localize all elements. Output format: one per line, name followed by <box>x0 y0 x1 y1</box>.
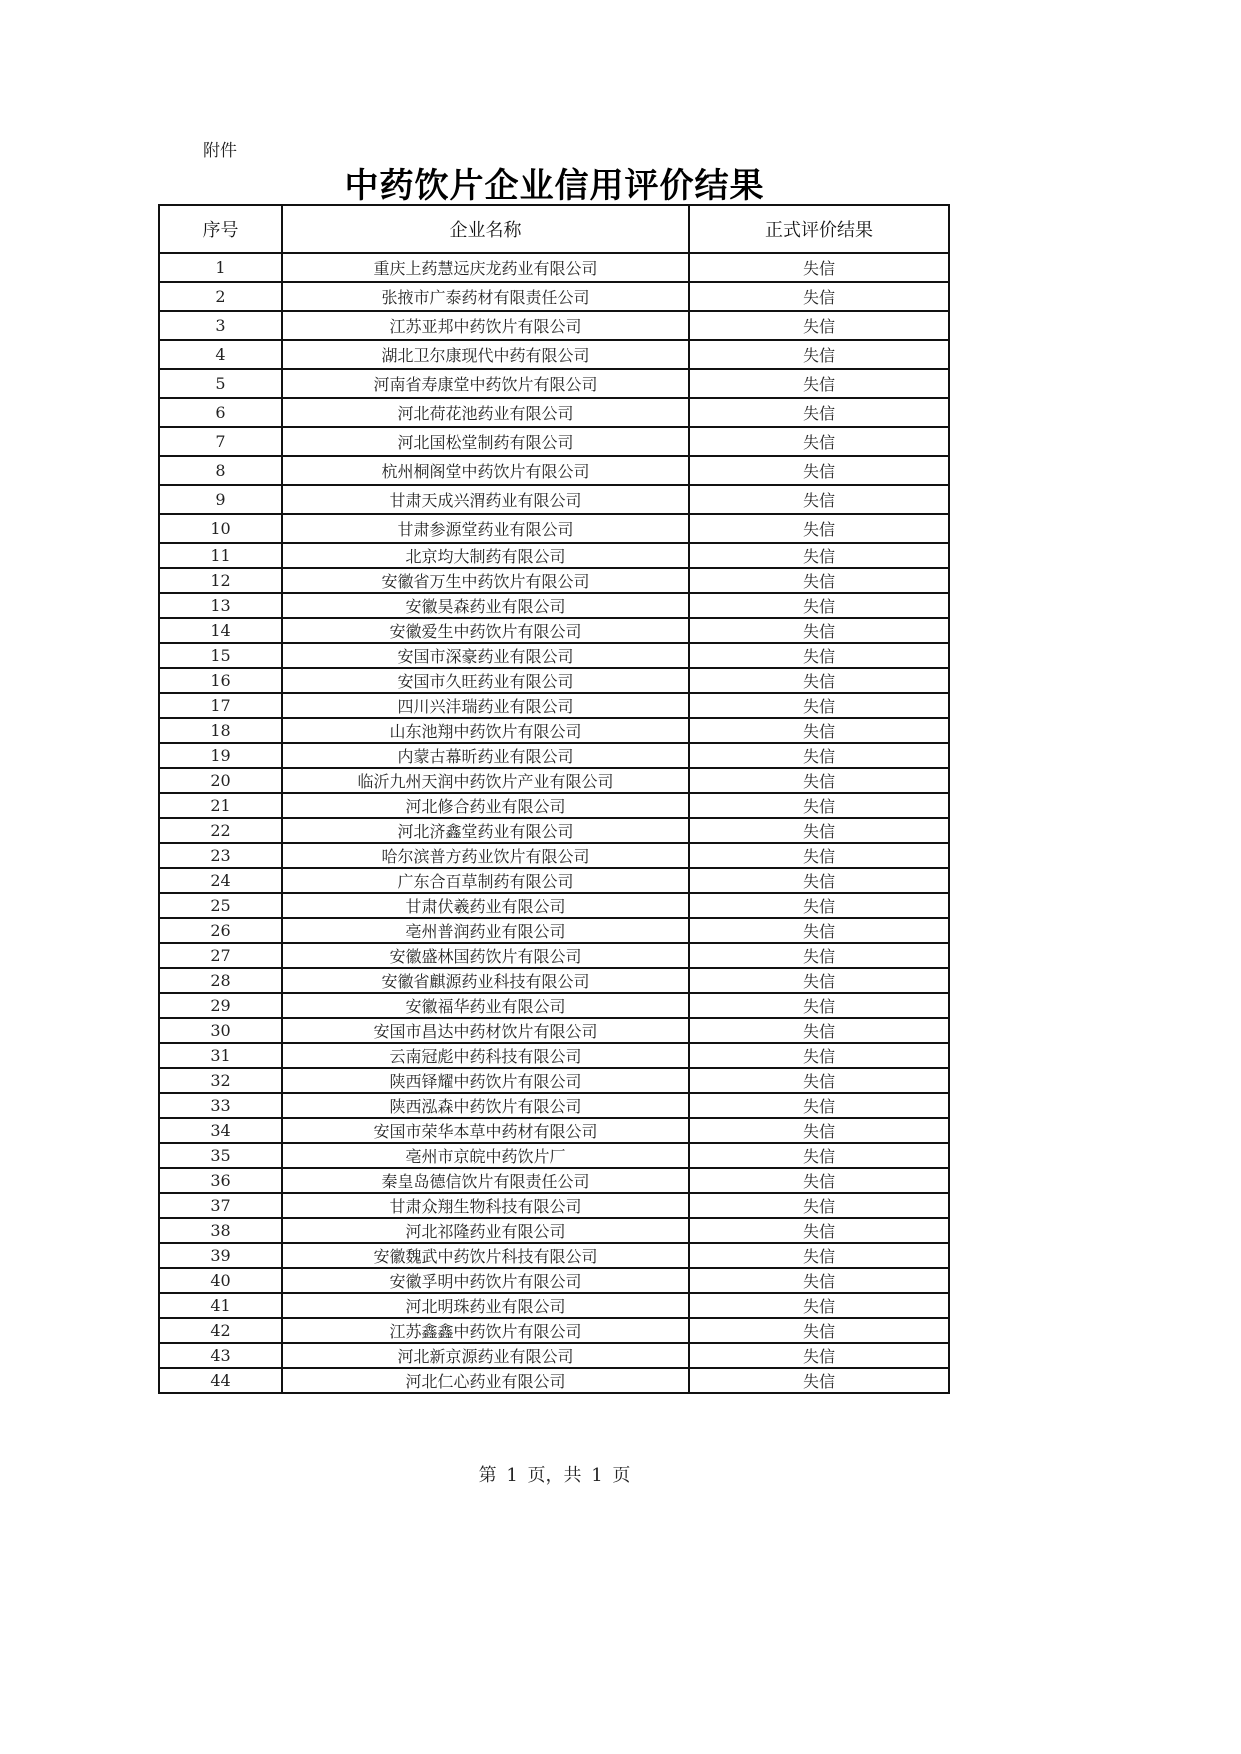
company-name-cell: 安徽魏武中药饮片科技有限公司 <box>282 1243 689 1268</box>
company-name-cell: 河北荷花池药业有限公司 <box>282 398 689 427</box>
table-row <box>159 456 949 485</box>
serial-number-cell: 33 <box>159 1093 282 1118</box>
company-name-cell: 河北明珠药业有限公司 <box>282 1293 689 1318</box>
serial-number-cell: 27 <box>159 943 282 968</box>
company-name-cell: 杭州桐阁堂中药饮片有限公司 <box>282 456 689 485</box>
table-body <box>159 253 949 1393</box>
table-row <box>159 693 949 718</box>
evaluation-result-cell: 失信 <box>689 1218 949 1243</box>
evaluation-result-cell: 失信 <box>689 1068 949 1093</box>
company-name-cell: 临沂九州天润中药饮片产业有限公司 <box>282 768 689 793</box>
evaluation-result-cell: 失信 <box>689 282 949 311</box>
header-serial-number: 序号 <box>159 205 282 253</box>
company-name-cell: 河北祁隆药业有限公司 <box>282 1218 689 1243</box>
evaluation-result-cell: 失信 <box>689 1193 949 1218</box>
serial-number-cell: 34 <box>159 1118 282 1143</box>
serial-number-cell: 22 <box>159 818 282 843</box>
table-row <box>159 1293 949 1318</box>
evaluation-result-cell: 失信 <box>689 398 949 427</box>
serial-number-cell: 8 <box>159 456 282 485</box>
serial-number-cell: 44 <box>159 1368 282 1393</box>
serial-number-cell: 41 <box>159 1293 282 1318</box>
evaluation-result-cell: 失信 <box>689 1018 949 1043</box>
table-row <box>159 1243 949 1268</box>
evaluation-result-cell: 失信 <box>689 743 949 768</box>
company-name-cell: 甘肃参源堂药业有限公司 <box>282 514 689 543</box>
company-name-cell: 安国市昌达中药材饮片有限公司 <box>282 1018 689 1043</box>
evaluation-result-cell: 失信 <box>689 793 949 818</box>
evaluation-result-cell: 失信 <box>689 893 949 918</box>
table-row <box>159 1343 949 1368</box>
company-name-cell: 安国市荣华本草中药材有限公司 <box>282 1118 689 1143</box>
company-name-cell: 河南省寿康堂中药饮片有限公司 <box>282 369 689 398</box>
company-name-cell: 安徽省万生中药饮片有限公司 <box>282 568 689 593</box>
table-row <box>159 768 949 793</box>
table-row <box>159 818 949 843</box>
company-name-cell: 安徽昊森药业有限公司 <box>282 593 689 618</box>
serial-number-cell: 7 <box>159 427 282 456</box>
company-name-cell: 安国市久旺药业有限公司 <box>282 668 689 693</box>
serial-number-cell: 12 <box>159 568 282 593</box>
company-name-cell: 重庆上药慧远庆龙药业有限公司 <box>282 253 689 282</box>
header-company-name: 企业名称 <box>282 205 689 253</box>
evaluation-result-cell: 失信 <box>689 340 949 369</box>
serial-number-cell: 21 <box>159 793 282 818</box>
serial-number-cell: 26 <box>159 918 282 943</box>
company-name-cell: 北京均大制药有限公司 <box>282 543 689 568</box>
table-row <box>159 1168 949 1193</box>
evaluation-result-cell: 失信 <box>689 593 949 618</box>
evaluation-result-cell: 失信 <box>689 485 949 514</box>
evaluation-result-cell: 失信 <box>689 543 949 568</box>
serial-number-cell: 5 <box>159 369 282 398</box>
evaluation-result-cell: 失信 <box>689 643 949 668</box>
company-name-cell: 安国市深豪药业有限公司 <box>282 643 689 668</box>
company-name-cell: 云南冠彪中药科技有限公司 <box>282 1043 689 1068</box>
serial-number-cell: 28 <box>159 968 282 993</box>
serial-number-cell: 36 <box>159 1168 282 1193</box>
company-name-cell: 安徽省麒源药业科技有限公司 <box>282 968 689 993</box>
evaluation-result-cell: 失信 <box>689 1093 949 1118</box>
evaluation-result-cell: 失信 <box>689 693 949 718</box>
table-row <box>159 1368 949 1393</box>
table-row <box>159 543 949 568</box>
serial-number-cell: 13 <box>159 593 282 618</box>
table-row <box>159 398 949 427</box>
serial-number-cell: 30 <box>159 1018 282 1043</box>
table-row <box>159 843 949 868</box>
evaluation-result-cell: 失信 <box>689 993 949 1018</box>
company-name-cell: 亳州普润药业有限公司 <box>282 918 689 943</box>
serial-number-cell: 37 <box>159 1193 282 1218</box>
evaluation-result-cell: 失信 <box>689 1243 949 1268</box>
evaluation-result-cell: 失信 <box>689 843 949 868</box>
evaluation-result-cell: 失信 <box>689 568 949 593</box>
serial-number-cell: 17 <box>159 693 282 718</box>
serial-number-cell: 23 <box>159 843 282 868</box>
table-row <box>159 1118 949 1143</box>
evaluation-result-cell: 失信 <box>689 311 949 340</box>
evaluation-result-cell: 失信 <box>689 618 949 643</box>
serial-number-cell: 39 <box>159 1243 282 1268</box>
company-name-cell: 江苏亚邦中药饮片有限公司 <box>282 311 689 340</box>
table-row <box>159 918 949 943</box>
company-name-cell: 哈尔滨普方药业饮片有限公司 <box>282 843 689 868</box>
serial-number-cell: 31 <box>159 1043 282 1068</box>
table-row <box>159 514 949 543</box>
serial-number-cell: 20 <box>159 768 282 793</box>
evaluation-result-cell: 失信 <box>689 369 949 398</box>
table-row <box>159 668 949 693</box>
table-row <box>159 1318 949 1343</box>
company-name-cell: 陕西铎耀中药饮片有限公司 <box>282 1068 689 1093</box>
company-name-cell: 安徽爱生中药饮片有限公司 <box>282 618 689 643</box>
table-row <box>159 311 949 340</box>
table-row <box>159 253 949 282</box>
serial-number-cell: 6 <box>159 398 282 427</box>
serial-number-cell: 25 <box>159 893 282 918</box>
company-name-cell: 张掖市广泰药材有限责任公司 <box>282 282 689 311</box>
table-row <box>159 868 949 893</box>
evaluation-result-cell: 失信 <box>689 1168 949 1193</box>
table-row <box>159 1143 949 1168</box>
company-name-cell: 亳州市京皖中药饮片厂 <box>282 1143 689 1168</box>
evaluation-result-cell: 失信 <box>689 1143 949 1168</box>
serial-number-cell: 35 <box>159 1143 282 1168</box>
company-name-cell: 河北修合药业有限公司 <box>282 793 689 818</box>
table-row <box>159 593 949 618</box>
serial-number-cell: 2 <box>159 282 282 311</box>
table-row <box>159 282 949 311</box>
serial-number-cell: 38 <box>159 1218 282 1243</box>
company-name-cell: 内蒙古幕昕药业有限公司 <box>282 743 689 768</box>
evaluation-result-cell: 失信 <box>689 1293 949 1318</box>
evaluation-result-cell: 失信 <box>689 768 949 793</box>
evaluation-result-cell: 失信 <box>689 1043 949 1068</box>
serial-number-cell: 11 <box>159 543 282 568</box>
company-name-cell: 四川兴沣瑞药业有限公司 <box>282 693 689 718</box>
table-row <box>159 1068 949 1093</box>
table-row <box>159 1093 949 1118</box>
evaluation-result-cell: 失信 <box>689 427 949 456</box>
company-name-cell: 陕西泓森中药饮片有限公司 <box>282 1093 689 1118</box>
evaluation-result-cell: 失信 <box>689 1118 949 1143</box>
evaluation-result-cell: 失信 <box>689 868 949 893</box>
table-row <box>159 568 949 593</box>
company-name-cell: 甘肃众翔生物科技有限公司 <box>282 1193 689 1218</box>
table-row <box>159 968 949 993</box>
table-row <box>159 1218 949 1243</box>
company-name-cell: 河北新京源药业有限公司 <box>282 1343 689 1368</box>
company-name-cell: 湖北卫尔康现代中药有限公司 <box>282 340 689 369</box>
page-title: 中药饮片企业信用评价结果 <box>344 166 765 206</box>
evaluation-result-cell: 失信 <box>689 668 949 693</box>
serial-number-cell: 29 <box>159 993 282 1018</box>
table-row <box>159 618 949 643</box>
serial-number-cell: 42 <box>159 1318 282 1343</box>
evaluation-result-cell: 失信 <box>689 968 949 993</box>
company-name-cell: 甘肃天成兴渭药业有限公司 <box>282 485 689 514</box>
company-name-cell: 安徽盛林国药饮片有限公司 <box>282 943 689 968</box>
evaluation-result-cell: 失信 <box>689 1343 949 1368</box>
company-name-cell: 甘肃伏羲药业有限公司 <box>282 893 689 918</box>
header-evaluation-result: 正式评价结果 <box>689 205 949 253</box>
company-name-cell: 河北国松堂制药有限公司 <box>282 427 689 456</box>
serial-number-cell: 32 <box>159 1068 282 1093</box>
company-name-cell: 河北仁心药业有限公司 <box>282 1368 689 1393</box>
evaluation-result-cell: 失信 <box>689 718 949 743</box>
evaluation-result-cell: 失信 <box>689 918 949 943</box>
company-name-cell: 河北济鑫堂药业有限公司 <box>282 818 689 843</box>
evaluation-result-cell: 失信 <box>689 943 949 968</box>
credit-evaluation-table <box>158 204 950 1394</box>
evaluation-result-cell: 失信 <box>689 514 949 543</box>
serial-number-cell: 9 <box>159 485 282 514</box>
table-row <box>159 993 949 1018</box>
company-name-cell: 广东合百草制药有限公司 <box>282 868 689 893</box>
attachment-label: 附件 <box>203 141 237 161</box>
serial-number-cell: 15 <box>159 643 282 668</box>
table-row <box>159 1043 949 1068</box>
table-row <box>159 1018 949 1043</box>
evaluation-result-cell: 失信 <box>689 1368 949 1393</box>
serial-number-cell: 1 <box>159 253 282 282</box>
company-name-cell: 江苏鑫鑫中药饮片有限公司 <box>282 1318 689 1343</box>
serial-number-cell: 3 <box>159 311 282 340</box>
serial-number-cell: 43 <box>159 1343 282 1368</box>
table-row <box>159 643 949 668</box>
table-row <box>159 427 949 456</box>
evaluation-result-cell: 失信 <box>689 456 949 485</box>
page-footer: 第 1 页，共 1 页 <box>478 1465 631 1486</box>
serial-number-cell: 16 <box>159 668 282 693</box>
table-row <box>159 718 949 743</box>
table-row <box>159 743 949 768</box>
company-name-cell: 秦皇岛德信饮片有限责任公司 <box>282 1168 689 1193</box>
table-row <box>159 485 949 514</box>
serial-number-cell: 18 <box>159 718 282 743</box>
table-row <box>159 943 949 968</box>
table-row <box>159 893 949 918</box>
serial-number-cell: 10 <box>159 514 282 543</box>
serial-number-cell: 24 <box>159 868 282 893</box>
table-row <box>159 1193 949 1218</box>
company-name-cell: 安徽孚明中药饮片有限公司 <box>282 1268 689 1293</box>
table-row <box>159 369 949 398</box>
company-name-cell: 安徽福华药业有限公司 <box>282 993 689 1018</box>
evaluation-result-cell: 失信 <box>689 253 949 282</box>
table-row <box>159 340 949 369</box>
company-name-cell: 山东池翔中药饮片有限公司 <box>282 718 689 743</box>
serial-number-cell: 14 <box>159 618 282 643</box>
evaluation-result-cell: 失信 <box>689 1318 949 1343</box>
table-row <box>159 1268 949 1293</box>
serial-number-cell: 40 <box>159 1268 282 1293</box>
serial-number-cell: 4 <box>159 340 282 369</box>
evaluation-result-cell: 失信 <box>689 1268 949 1293</box>
serial-number-cell: 19 <box>159 743 282 768</box>
table-header-row <box>159 205 949 253</box>
table-row <box>159 793 949 818</box>
evaluation-result-cell: 失信 <box>689 818 949 843</box>
